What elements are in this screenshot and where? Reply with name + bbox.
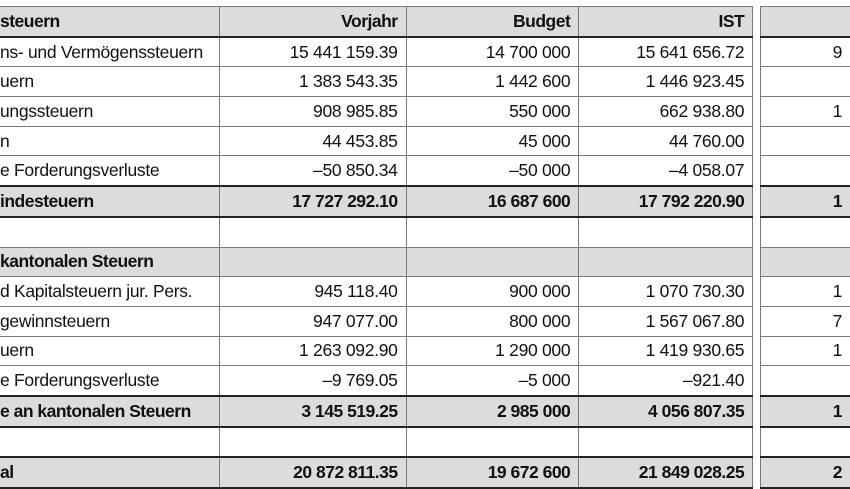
row-label: ungssteuern	[0, 97, 219, 127]
column-gap	[753, 396, 760, 427]
column-gap	[753, 7, 760, 37]
table-row	[0, 336, 850, 366]
row-ist: –4 058.07	[579, 156, 753, 186]
column-gap	[753, 37, 760, 67]
row-budget: 550 000	[406, 97, 579, 127]
column-gap	[753, 186, 760, 217]
row-ist: 15 641 656.72	[579, 37, 753, 67]
table-row	[0, 97, 850, 127]
section-label: kantonalen Steuern	[0, 247, 219, 277]
row-vorjahr	[219, 427, 406, 458]
row-label: n	[0, 126, 219, 156]
column-gap	[753, 427, 760, 458]
row-extra	[760, 427, 850, 458]
column-gap	[753, 336, 760, 366]
row-label: e an kantonalen Steuern	[0, 396, 219, 427]
row-budget: –50 000	[406, 156, 579, 186]
row-extra: 2	[760, 457, 850, 488]
spacer-row	[0, 217, 850, 247]
column-gap	[753, 457, 760, 488]
total-row	[0, 457, 850, 488]
row-vorjahr: 44 453.85	[219, 126, 406, 156]
table-row	[0, 37, 850, 67]
row-budget	[406, 427, 579, 458]
tax-table	[0, 6, 850, 489]
row-budget: –5 000	[406, 366, 579, 396]
column-gap	[753, 366, 760, 396]
table-row	[0, 366, 850, 396]
row-budget: 1 442 600	[406, 67, 579, 97]
row-extra	[760, 126, 850, 156]
row-ist: 17 792 220.90	[579, 186, 753, 217]
row-vorjahr: 908 985.85	[219, 97, 406, 127]
row-label	[0, 217, 219, 247]
row-budget: 14 700 000	[406, 37, 579, 67]
row-budget: 1 290 000	[406, 336, 579, 366]
row-ist	[579, 427, 753, 458]
row-extra: 7	[760, 306, 850, 336]
row-vorjahr: 17 727 292.10	[219, 186, 406, 217]
column-gap	[753, 67, 760, 97]
column-gap	[753, 126, 760, 156]
row-ist: 1 070 730.30	[579, 277, 753, 307]
row-ist	[579, 247, 753, 277]
row-vorjahr	[219, 247, 406, 277]
header-vorjahr: Vorjahr	[219, 7, 406, 37]
row-extra: 1	[760, 186, 850, 217]
row-vorjahr	[219, 217, 406, 247]
row-extra: 1	[760, 277, 850, 307]
row-vorjahr: 947 077.00	[219, 306, 406, 336]
row-ist: 662 938.80	[579, 97, 753, 127]
row-extra	[760, 67, 850, 97]
row-label: d Kapitalsteuern jur. Pers.	[0, 277, 219, 307]
row-ist: 44 760.00	[579, 126, 753, 156]
row-vorjahr: 945 118.40	[219, 277, 406, 307]
header-budget: Budget	[406, 7, 579, 37]
column-gap	[753, 306, 760, 336]
row-label: uern	[0, 336, 219, 366]
row-ist	[579, 217, 753, 247]
row-vorjahr: 3 145 519.25	[219, 396, 406, 427]
table-row	[0, 156, 850, 186]
column-gap	[753, 277, 760, 307]
table-header-row	[0, 7, 850, 37]
row-vorjahr: –50 850.34	[219, 156, 406, 186]
header-ist: IST	[579, 7, 753, 37]
row-label: indesteuern	[0, 186, 219, 217]
row-budget: 45 000	[406, 126, 579, 156]
column-gap	[753, 247, 760, 277]
row-ist: 1 446 923.45	[579, 67, 753, 97]
row-label	[0, 427, 219, 458]
row-ist: 4 056 807.35	[579, 396, 753, 427]
row-budget: 19 672 600	[406, 457, 579, 488]
row-extra: 9	[760, 37, 850, 67]
header-extra	[760, 7, 850, 37]
column-gap	[753, 97, 760, 127]
subtotal-row	[0, 396, 850, 427]
table-row	[0, 277, 850, 307]
row-ist: –921.40	[579, 366, 753, 396]
row-extra	[760, 156, 850, 186]
row-vorjahr: 15 441 159.39	[219, 37, 406, 67]
row-extra: 1	[760, 97, 850, 127]
row-budget: 16 687 600	[406, 186, 579, 217]
table-row	[0, 306, 850, 336]
table-row	[0, 126, 850, 156]
row-label: e Forderungsverluste	[0, 156, 219, 186]
row-extra: 1	[760, 336, 850, 366]
row-vorjahr: –9 769.05	[219, 366, 406, 396]
tax-table-container	[0, 6, 850, 489]
row-budget: 800 000	[406, 306, 579, 336]
row-label: ns- und Vermögenssteuern	[0, 37, 219, 67]
section-header-row	[0, 247, 850, 277]
row-ist: 1 567 067.80	[579, 306, 753, 336]
row-vorjahr: 20 872 811.35	[219, 457, 406, 488]
row-label: uern	[0, 67, 219, 97]
row-vorjahr: 1 383 543.35	[219, 67, 406, 97]
column-gap	[753, 217, 760, 247]
row-label: e Forderungsverluste	[0, 366, 219, 396]
table-row	[0, 67, 850, 97]
row-extra	[760, 247, 850, 277]
row-ist: 1 419 930.65	[579, 336, 753, 366]
subtotal-row	[0, 186, 850, 217]
row-extra	[760, 217, 850, 247]
row-vorjahr: 1 263 092.90	[219, 336, 406, 366]
column-gap	[753, 156, 760, 186]
header-label: steuern	[0, 7, 219, 37]
row-label: al	[0, 457, 219, 488]
row-label: gewinnsteuern	[0, 306, 219, 336]
row-ist: 21 849 028.25	[579, 457, 753, 488]
row-budget: 900 000	[406, 277, 579, 307]
row-budget: 2 985 000	[406, 396, 579, 427]
spacer-row	[0, 427, 850, 458]
row-budget	[406, 217, 579, 247]
row-extra	[760, 366, 850, 396]
row-budget	[406, 247, 579, 277]
row-extra: 1	[760, 396, 850, 427]
